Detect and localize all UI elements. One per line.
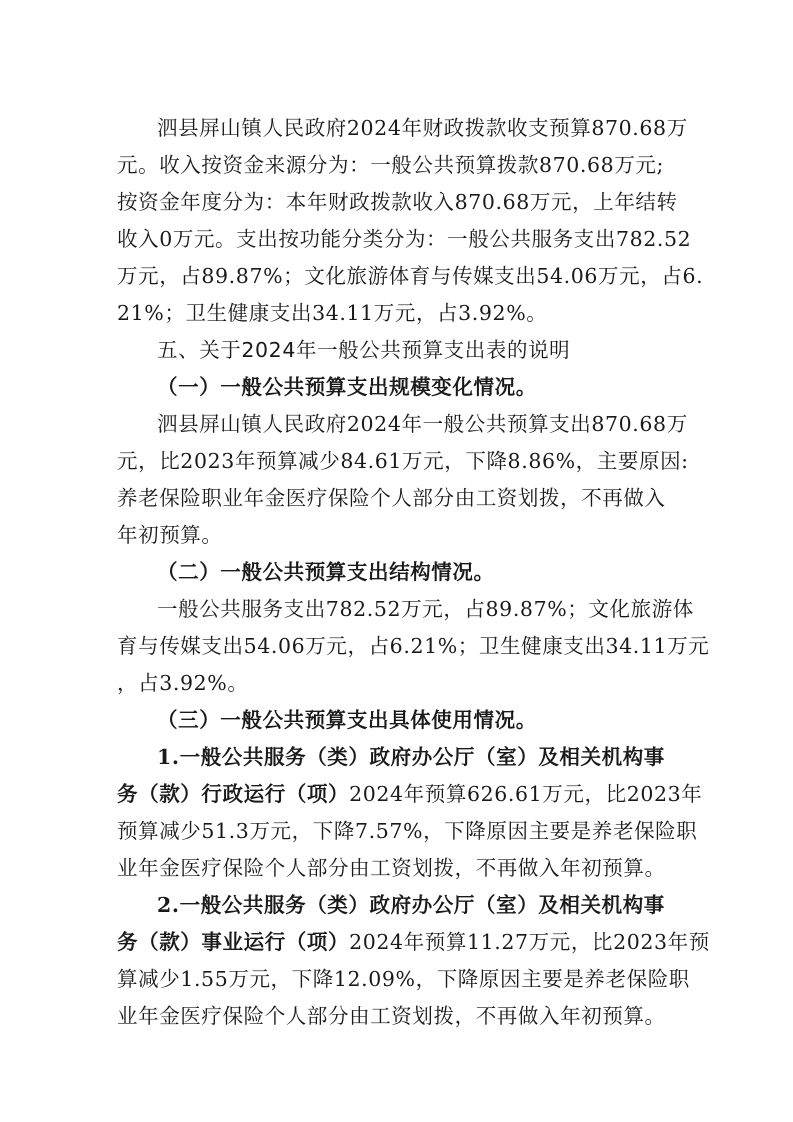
item2-line3: 算减少1.55万元，下降12.09%，下降原因主要是养老保险职 (117, 967, 690, 991)
para2-line4: 年初预算。 (117, 523, 223, 547)
para1-line1: 泗县屏山镇人民政府2024年财政拨款收支预算870.68万 (157, 116, 688, 140)
item2-line4: 业年金医疗保险个人部分由工资划拨，不再做入年初预算。 (117, 1004, 666, 1028)
para3-line2: 育与传媒支出54.06万元，占6.21%；卫生健康支出34.11万元 (117, 634, 710, 658)
subheading-2: （二）一般公共预算支出结构情况。 (157, 560, 495, 584)
para2-line3: 养老保险职业年金医疗保险个人部分由工资划拨，不再做入 (117, 486, 666, 510)
subheading-3: （三）一般公共预算支出具体使用情况。 (157, 708, 537, 732)
item2-line1: 2.一般公共服务（类）政府办公厅（室）及相关机构事 (157, 893, 665, 917)
para2-line2: 元，比2023年预算减少84.61万元，下降8.86%，主要原因: (117, 449, 689, 473)
section-heading-5: 五、关于2024年一般公共预算支出表的说明 (157, 338, 571, 362)
para1-line6: 21%；卫生健康支出34.11万元，占3.92%。 (117, 301, 548, 325)
para1-line3: 按资金年度分为：本年财政拨款收入870.68万元，上年结转 (117, 190, 678, 214)
item1-line3: 预算减少51.3万元，下降7.57%，下降原因主要是养老保险职 (117, 819, 698, 843)
para1-line4: 收入0万元。支出按功能分类分为：一般公共服务支出782.52 (117, 227, 692, 251)
item1-line2-text: 2024年预算626.61万元，比2023年 (349, 782, 703, 806)
para3-line3: ，占3.92%。 (117, 671, 249, 695)
para2-line1: 泗县屏山镇人民政府2024年一般公共预算支出870.68万 (157, 412, 688, 436)
subheading-1: （一）一般公共预算支出规模变化情况。 (157, 375, 537, 399)
para1-line2: 元。收入按资金来源分为：一般公共预算拨款870.68万元; (117, 153, 665, 177)
item2-bold-prefix: 务（款）事业运行（项） (117, 930, 350, 954)
para3-line1: 一般公共服务支出782.52万元，占89.87%；文化旅游体 (157, 597, 694, 621)
item2-line2 (117, 928, 710, 956)
item2-line2-text: 2024年预算11.27万元，比2023年预 (349, 930, 710, 954)
item1-line2 (117, 780, 702, 808)
para1-line5: 万元，占89.87%；文化旅游体育与传媒支出54.06万元，占6. (117, 264, 704, 288)
item1-bold-prefix: 务（款）行政运行（项） (117, 782, 350, 806)
item1-line4: 业年金医疗保险个人部分由工资划拨，不再做入年初预算。 (117, 856, 666, 880)
item1-line1: 1.一般公共服务（类）政府办公厅（室）及相关机构事 (157, 745, 665, 769)
